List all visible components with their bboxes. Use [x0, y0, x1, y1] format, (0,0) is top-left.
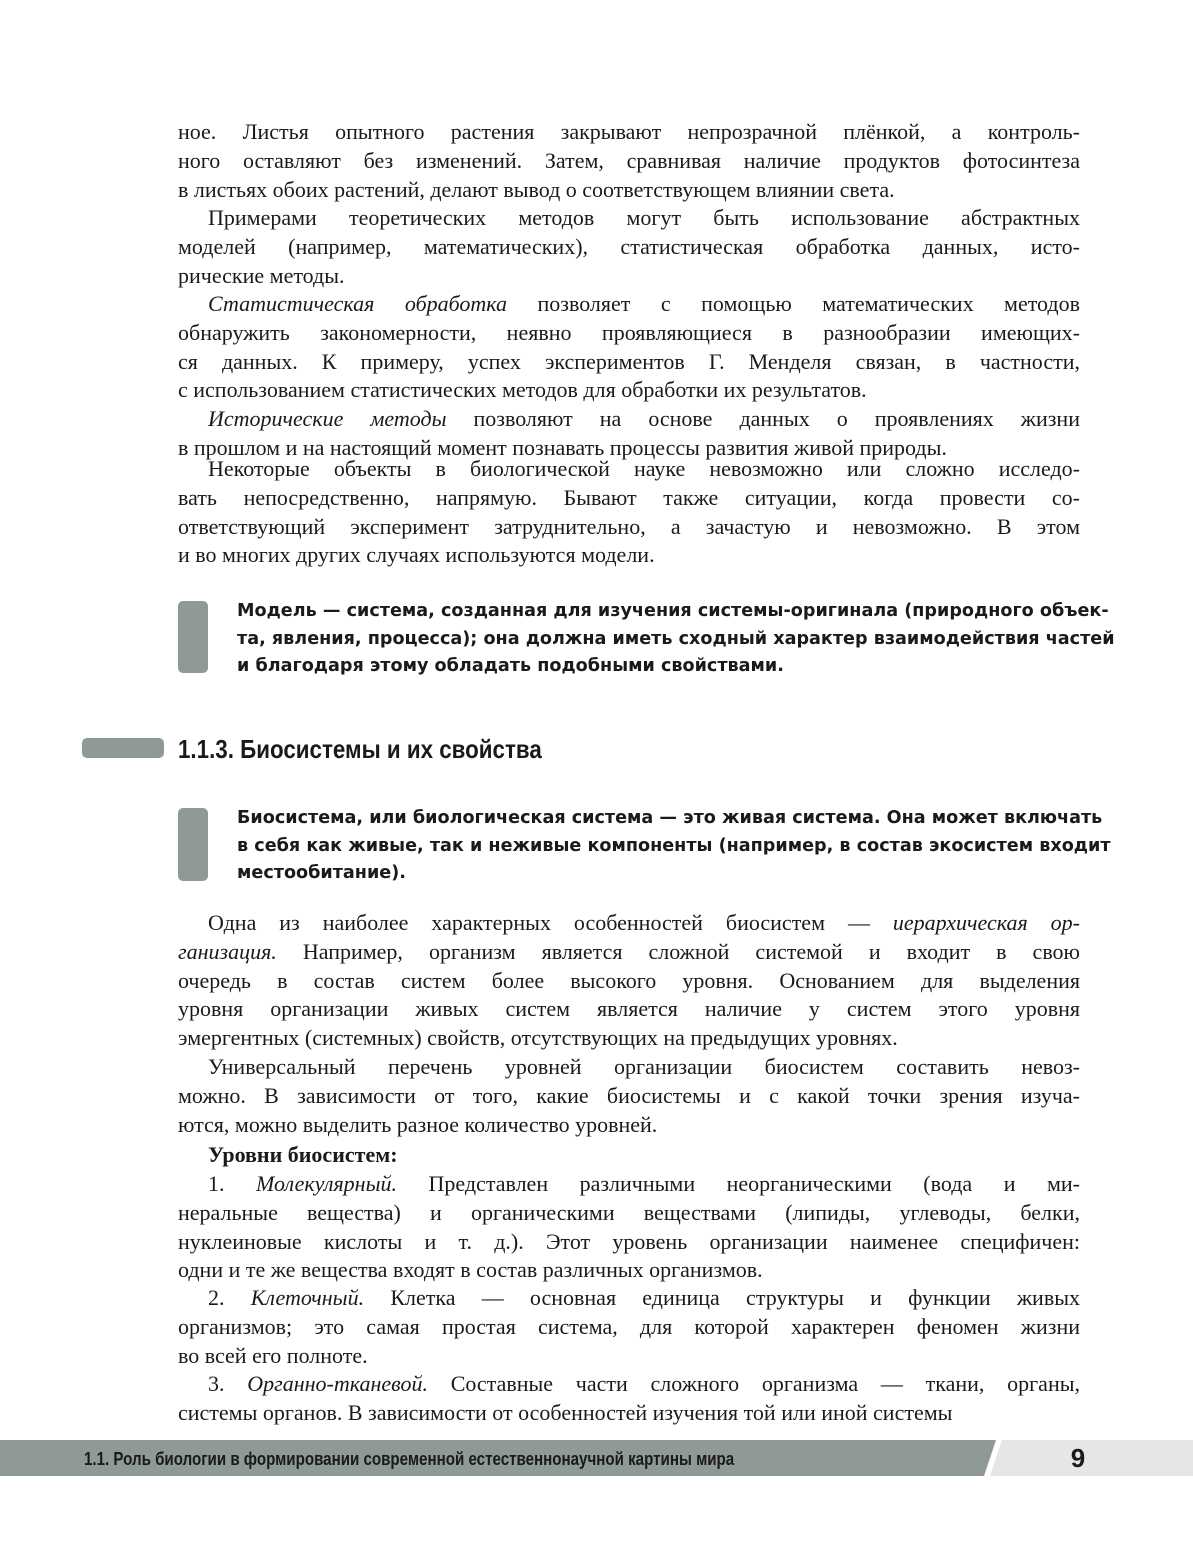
paragraph [178, 1284, 1080, 1370]
text-run: в прошлом и на настоящий момент познавать процессы развития живой природы. [178, 434, 947, 460]
text-run: эмергентных (системных) свойств, отсутствующих на предыдущих уровнях. [178, 1025, 898, 1051]
text-line [178, 1313, 1080, 1342]
definition-marker [178, 601, 208, 673]
definition-line: та, явления, процесса); она должна иметь сходный характер взаимодействия частей [237, 628, 1115, 649]
paragraph [178, 118, 1080, 204]
text-line [178, 938, 1080, 967]
text-run: позволяет с помощью математических методов [507, 291, 1080, 316]
text-run: системы органов. В зависимости от особенностей изучения той или иной системы [178, 1399, 953, 1425]
text-run: во всей его полноте. [178, 1342, 368, 1368]
text-run: 1. [208, 1171, 257, 1196]
text-run: с использованием статистических методов для обработки их результатов. [178, 377, 867, 403]
paragraph [178, 1370, 1080, 1428]
paragraph [178, 455, 1080, 570]
text-line [178, 1256, 1080, 1285]
text-run: уровня организации живых систем является наличие у систем этого уровня [178, 996, 1080, 1022]
text-line [178, 204, 1080, 233]
text-run: одни и те же вещества входят в состав различных организмов. [178, 1257, 763, 1283]
text-line [178, 967, 1080, 996]
text-run: организмов; это самая простая система, для которой характерен феномен жизни [178, 1313, 1080, 1339]
text-line [178, 455, 1080, 484]
text-line [178, 513, 1080, 542]
text-run: ся данных. К примеру, успех экспериментов Г. Менделя связан, в частности, [178, 348, 1080, 374]
text-run: ются, можно выделить разное количество уровней. [178, 1111, 658, 1137]
text-line [178, 233, 1080, 262]
text-run: нуклеиновые кислоты и т. д.). Этот уровень организации наименее специфичен: [178, 1228, 1080, 1254]
text-line [178, 262, 1080, 291]
text-line [178, 376, 1080, 405]
text-run: Представлен различными неорганическими (вода и ми- [397, 1171, 1080, 1196]
text-run: моделей (например, математических), статистическая обработка данных, исто- [178, 233, 1080, 259]
text-line [178, 1342, 1080, 1371]
text-run: очередь в состав систем более высокого уровня. Основанием для выделения [178, 967, 1080, 993]
paragraph [178, 1053, 1080, 1139]
text-run: Составные части сложного организма — ткани, органы, [427, 1371, 1081, 1396]
text-line [178, 1111, 1080, 1140]
text-line [178, 541, 1080, 570]
italic-term: ганизация. [178, 938, 277, 964]
bold-term: Уровни биосистем: [208, 1142, 398, 1167]
text-line [178, 1053, 1080, 1082]
page-number: 9 [1070, 1443, 1086, 1473]
text-run: ответствующий эксперимент затруднительно, а зачастую и невозможно. В этом [178, 513, 1080, 539]
text-line [178, 147, 1080, 176]
italic-term: Исторические методы [208, 406, 447, 431]
text-run: обнаружить закономерности, неявно проявляющиеся в разнообразии имеющих- [178, 319, 1080, 345]
text-run: в листьях обоих растений, делают вывод о соответствующем влиянии света. [178, 176, 895, 202]
text-line [178, 1199, 1080, 1228]
text-run: Некоторые объекты в биологической науке невозможно или сложно исследо- [208, 456, 1080, 481]
italic-term: Статистическая обработка [208, 291, 508, 316]
text-line [178, 1141, 1080, 1170]
text-line [178, 1284, 1080, 1313]
paragraph [178, 290, 1080, 405]
text-line [178, 1170, 1080, 1199]
text-line [178, 909, 1080, 938]
section-marker [82, 738, 164, 758]
text-line [178, 995, 1080, 1024]
text-line [178, 1024, 1080, 1053]
text-run: позволяют на основе данных о проявлениях жизни [446, 406, 1080, 431]
text-line [178, 1228, 1080, 1257]
italic-term: Органно-тканевой. [247, 1371, 428, 1396]
italic-term: Клеточный. [250, 1285, 365, 1310]
text-line [178, 348, 1080, 377]
definition-text [237, 598, 1115, 681]
text-run: 2. [208, 1285, 251, 1310]
paragraph [178, 204, 1080, 290]
definition-text [237, 805, 1111, 888]
footer-chapter-title: 1.1. Роль биологии в формировании современной естественнонаучной картины мира [84, 1449, 735, 1469]
text-line [178, 1370, 1080, 1399]
definition-marker [178, 808, 208, 881]
section-title: 1.1.3. Биосистемы и их свойства [178, 734, 542, 764]
text-line [178, 290, 1080, 319]
text-line [178, 1399, 1080, 1428]
text-run: Клетка — основная единица структуры и функции живых [364, 1285, 1081, 1310]
definition-line: Биосистема, или биологическая система — это живая система. Она может включать [237, 808, 1103, 828]
text-run: неральные вещества) и органическими веществами (липиды, углеводы, белки, [178, 1199, 1080, 1225]
text-run: 3. [208, 1371, 248, 1396]
italic-term: Молекулярный. [256, 1171, 397, 1196]
text-run: рические методы. [178, 262, 345, 288]
paragraph [178, 909, 1080, 1053]
text-line [178, 319, 1080, 348]
paragraph [178, 405, 1080, 463]
text-run: Примерами теоретических методов могут быть использование абстрактных [208, 205, 1080, 230]
definition-line: в себя как живые, так и неживые компоненты (например, в состав экосистем входит [237, 835, 1111, 856]
paragraph [178, 1170, 1080, 1285]
text-line [178, 176, 1080, 205]
text-line [178, 484, 1080, 513]
text-run: Одна из наиболее характерных особенностей биосистем — [208, 910, 893, 935]
text-run: вать непосредственно, напрямую. Бывают также ситуации, когда провести со- [178, 484, 1080, 510]
definition-line: Модель — система, созданная для изучения системы-оригинала (природного объек- [237, 601, 1109, 621]
text-run: Например, организм является сложной системой и входит в свою [276, 938, 1080, 964]
paragraph [178, 1141, 1080, 1170]
definition-line: местообитание). [237, 863, 406, 883]
text-run: можно. В зависимости от того, какие биосистемы и с какой точки зрения изуча- [178, 1082, 1080, 1108]
italic-term: иерархическая ор- [892, 910, 1080, 935]
text-run: ное. Листья опытного растения закрывают непрозрачной плёнкой, а контроль- [178, 119, 1080, 144]
text-run: ного оставляют без изменений. Затем, сравнивая наличие продуктов фотосинтеза [178, 147, 1080, 173]
text-line [178, 118, 1080, 147]
text-line [178, 1082, 1080, 1111]
text-line [178, 405, 1080, 434]
definition-line: и благодаря этому обладать подобными свойствами. [237, 656, 784, 676]
text-run: Универсальный перечень уровней организации биосистем составить невоз- [208, 1054, 1080, 1079]
text-run: и во многих других случаях используются модели. [178, 542, 655, 568]
